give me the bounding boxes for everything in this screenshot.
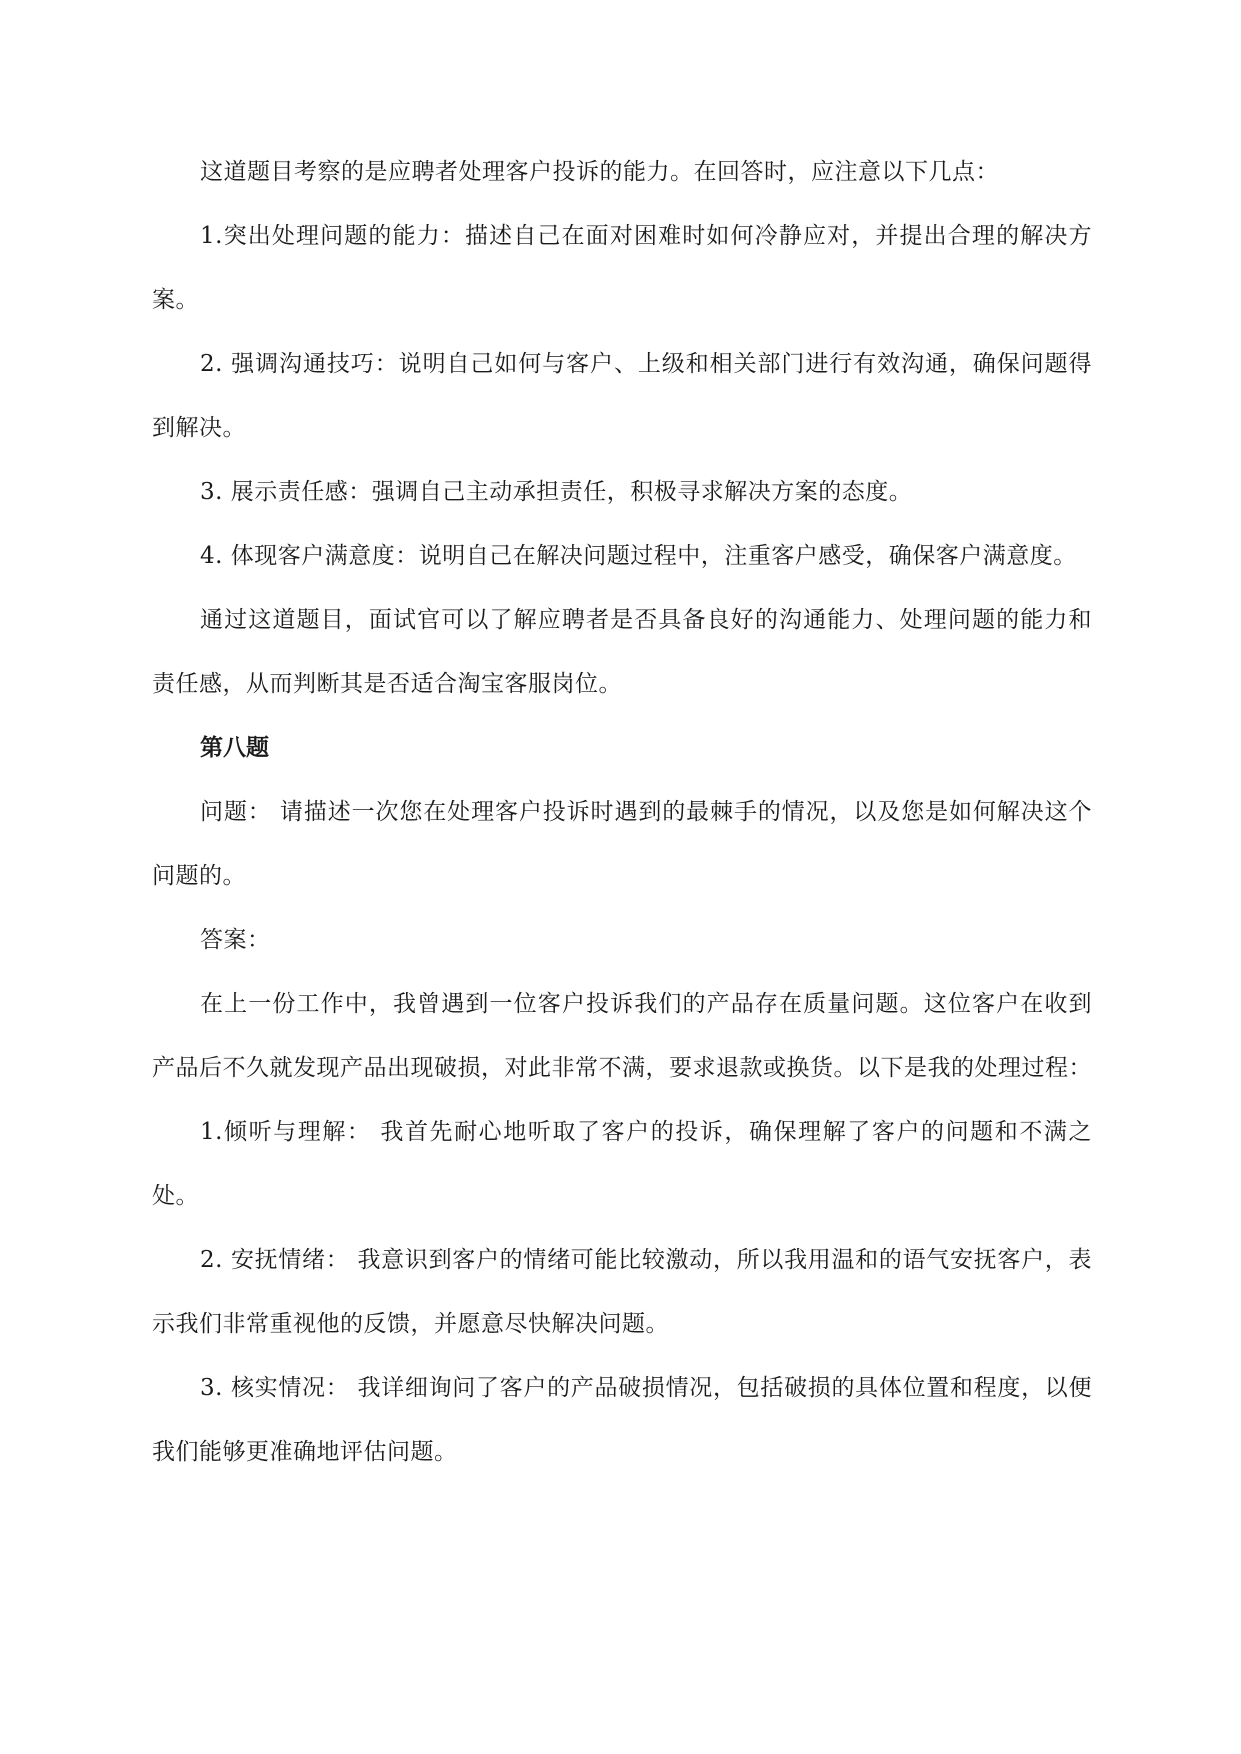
summary-paragraph: 通过这道题目，面试官可以了解应聘者是否具备良好的沟通能力、处理问题的能力和责任感，从而判断其是否适合淘宝客服岗位。 xyxy=(152,607,1092,697)
point-2-paragraph: 2. 强调沟通技巧：说明自己如何与客户、上级和相关部门进行有效沟通，确保问题得到解决。 xyxy=(152,351,1092,441)
point-4-paragraph: 4. 体现客户满意度：说明自己在解决问题过程中，注重客户感受，确保客户满意度。 xyxy=(200,543,1077,569)
answer-intro-paragraph: 在上一份工作中，我曾遇到一位客户投诉我们的产品存在质量问题。这位客户在收到产品后不久就发现产品出现破损，对此非常不满，要求退款或换货。以下是我的处理过程： xyxy=(152,991,1092,1081)
question-paragraph: 问题： 请描述一次您在处理客户投诉时遇到的最棘手的情况，以及您是如何解决这个问题的。 xyxy=(152,799,1092,889)
answer-label: 答案： xyxy=(200,927,271,953)
answer-step-3-paragraph: 3. 核实情况： 我详细询问了客户的产品破损情况，包括破损的具体位置和程度，以便我们能够更准确地评估问题。 xyxy=(152,1375,1092,1465)
answer-step-1-paragraph: 1.倾听与理解： 我首先耐心地听取了客户的投诉，确保理解了客户的问题和不满之处。 xyxy=(152,1119,1092,1209)
section-heading: 第八题 xyxy=(200,734,269,761)
point-1-paragraph: 1.突出处理问题的能力：描述自己在面对困难时如何冷静应对，并提出合理的解决方案。 xyxy=(152,223,1092,313)
intro-paragraph: 这道题目考察的是应聘者处理客户投诉的能力。在回答时，应注意以下几点： xyxy=(200,159,999,185)
answer-step-2-paragraph: 2. 安抚情绪： 我意识到客户的情绪可能比较激动，所以我用温和的语气安抚客户，表示我们非常重视他的反馈，并愿意尽快解决问题。 xyxy=(152,1247,1092,1337)
document-body xyxy=(152,140,1092,1484)
point-3-paragraph: 3. 展示责任感：强调自己主动承担责任，积极寻求解决方案的态度。 xyxy=(200,479,913,505)
